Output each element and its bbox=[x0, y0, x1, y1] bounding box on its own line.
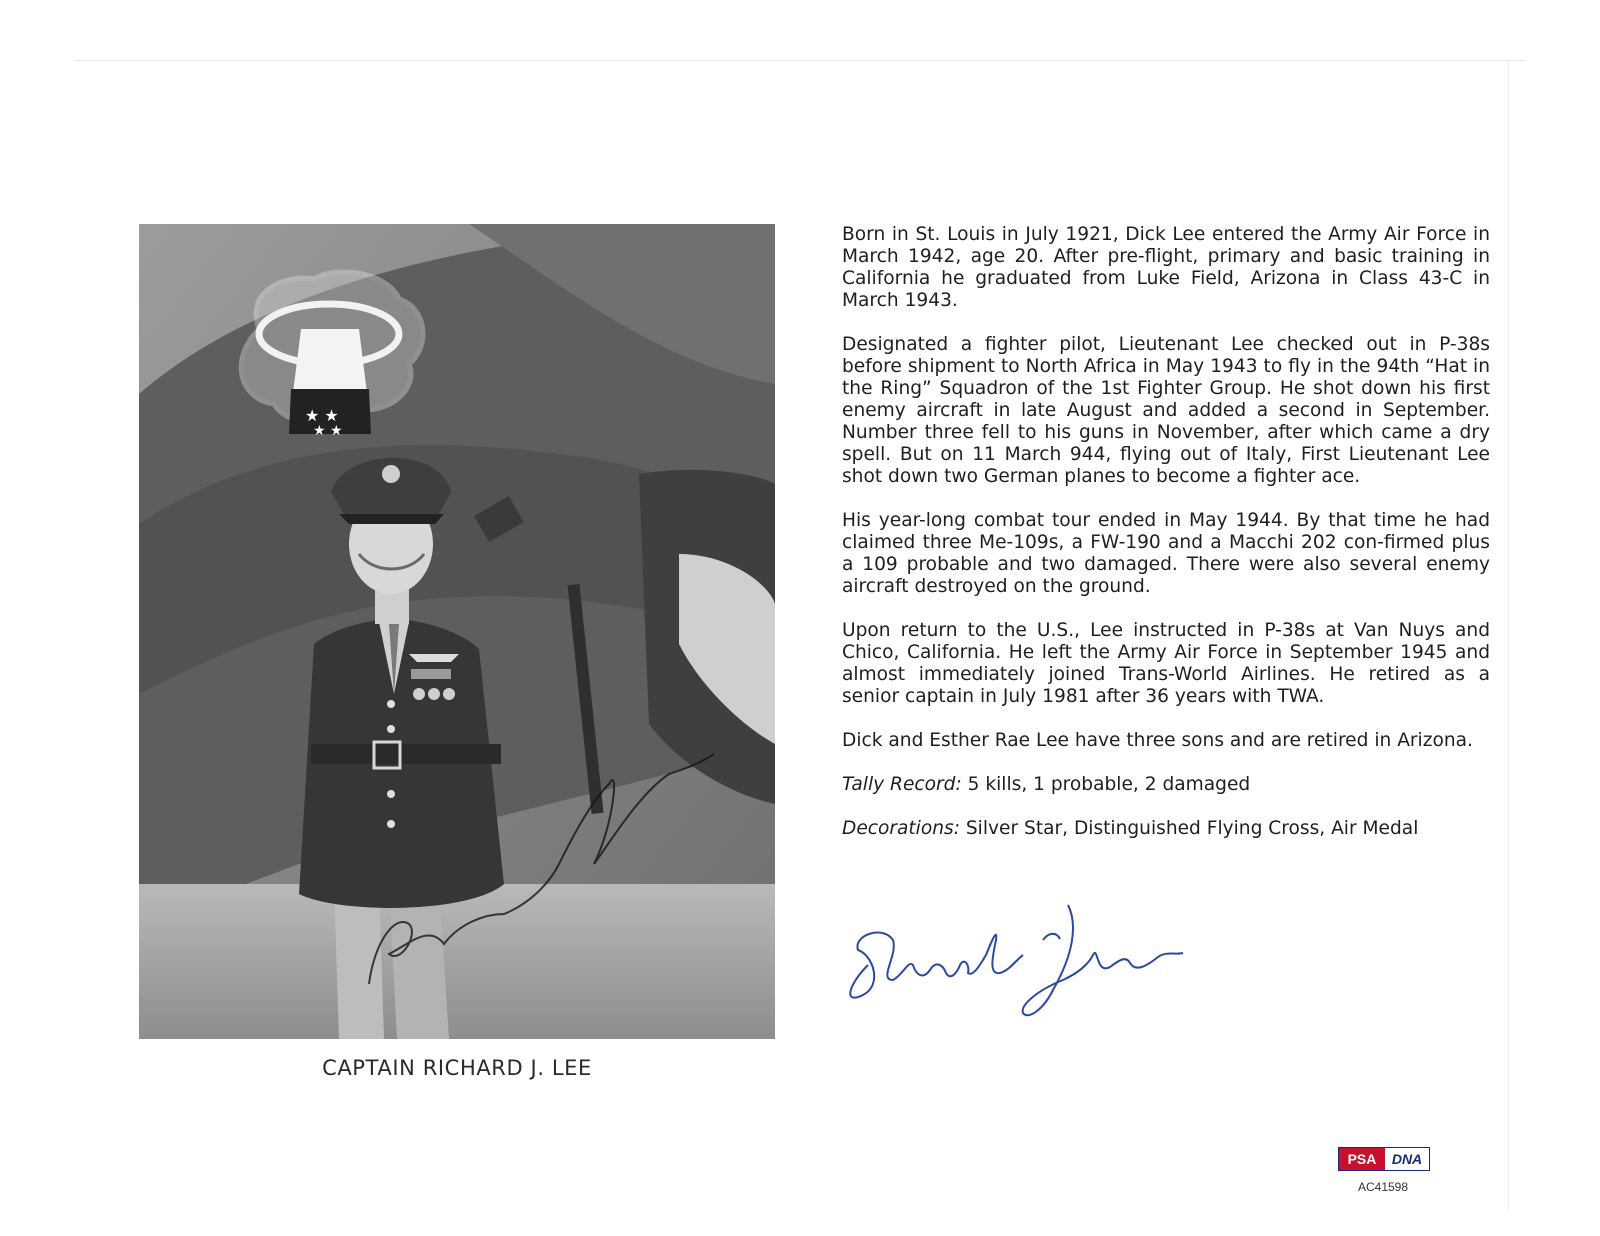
soldier-portrait-photo-icon bbox=[139, 224, 775, 1039]
decorations bbox=[842, 818, 1490, 840]
bio-paragraph: His year-long combat tour ended in May 1944. By that time he had claimed three Me-109s, a FW-190 and a Macchi 202 con-firmed plus a 109 probable and two damaged. There were also several enemy aircraft destroyed on the ground. bbox=[842, 510, 1490, 597]
tally-record bbox=[842, 774, 1490, 796]
bio-paragraph: Dick and Esther Rae Lee have three sons and are retired in Arizona. bbox=[842, 730, 1473, 751]
dna-logo-text: DNA bbox=[1385, 1148, 1429, 1170]
psa-dna-logo bbox=[1338, 1147, 1430, 1171]
portrait-photo bbox=[139, 224, 775, 1039]
decorations-value: Silver Star, Distinguished Flying Cross, Air Medal bbox=[959, 818, 1419, 839]
top-divider bbox=[75, 60, 1525, 61]
right-divider bbox=[1508, 60, 1509, 1210]
psa-logo-text: PSA bbox=[1339, 1148, 1385, 1170]
bio-paragraph: Born in St. Louis in July 1921, Dick Lee entered the Army Air Force in March 1942, age 20. After pre-flight, primary and basic training in California he graduated from Luke Field, Arizona in Class 43-C in March 1943. bbox=[842, 224, 1490, 311]
decorations-label: Decorations: bbox=[842, 818, 960, 839]
tally-value: 5 kills, 1 probable, 2 damaged bbox=[961, 774, 1251, 795]
autograph-signature bbox=[838, 895, 1198, 1025]
authentication-code: AC41598 bbox=[1357, 1180, 1409, 1194]
bio-paragraph: Upon return to the U.S., Lee instructed in P-38s at Van Nuys and Chico, California. He left the Army Air Force in September 1945 and almost immediately joined Trans-World Airlines. He retired as a senior captain in July 1981 after 36 years with TWA. bbox=[842, 620, 1490, 707]
bio-paragraph: Designated a fighter pilot, Lieutenant Lee checked out in P-38s before shipment to North Africa in May 1943 to fly in the 94th “Hat in the Ring” Squadron of the 1st Fighter Group. He shot down his first enemy aircraft in late August and added a second in September. Number three fell to his guns in November, after which came a dry spell. But on 11 March 944, flying out of Italy, First Lieutenant Lee shot down two German planes to become a fighter ace. bbox=[842, 334, 1490, 487]
tally-label: Tally Record: bbox=[842, 774, 962, 795]
biography-text bbox=[842, 224, 1490, 862]
photo-caption: CAPTAIN RICHARD J. LEE bbox=[322, 1056, 592, 1080]
svg-text:★ ★: ★ ★ bbox=[305, 406, 339, 425]
svg-text:★ ★: ★ ★ bbox=[313, 423, 343, 439]
